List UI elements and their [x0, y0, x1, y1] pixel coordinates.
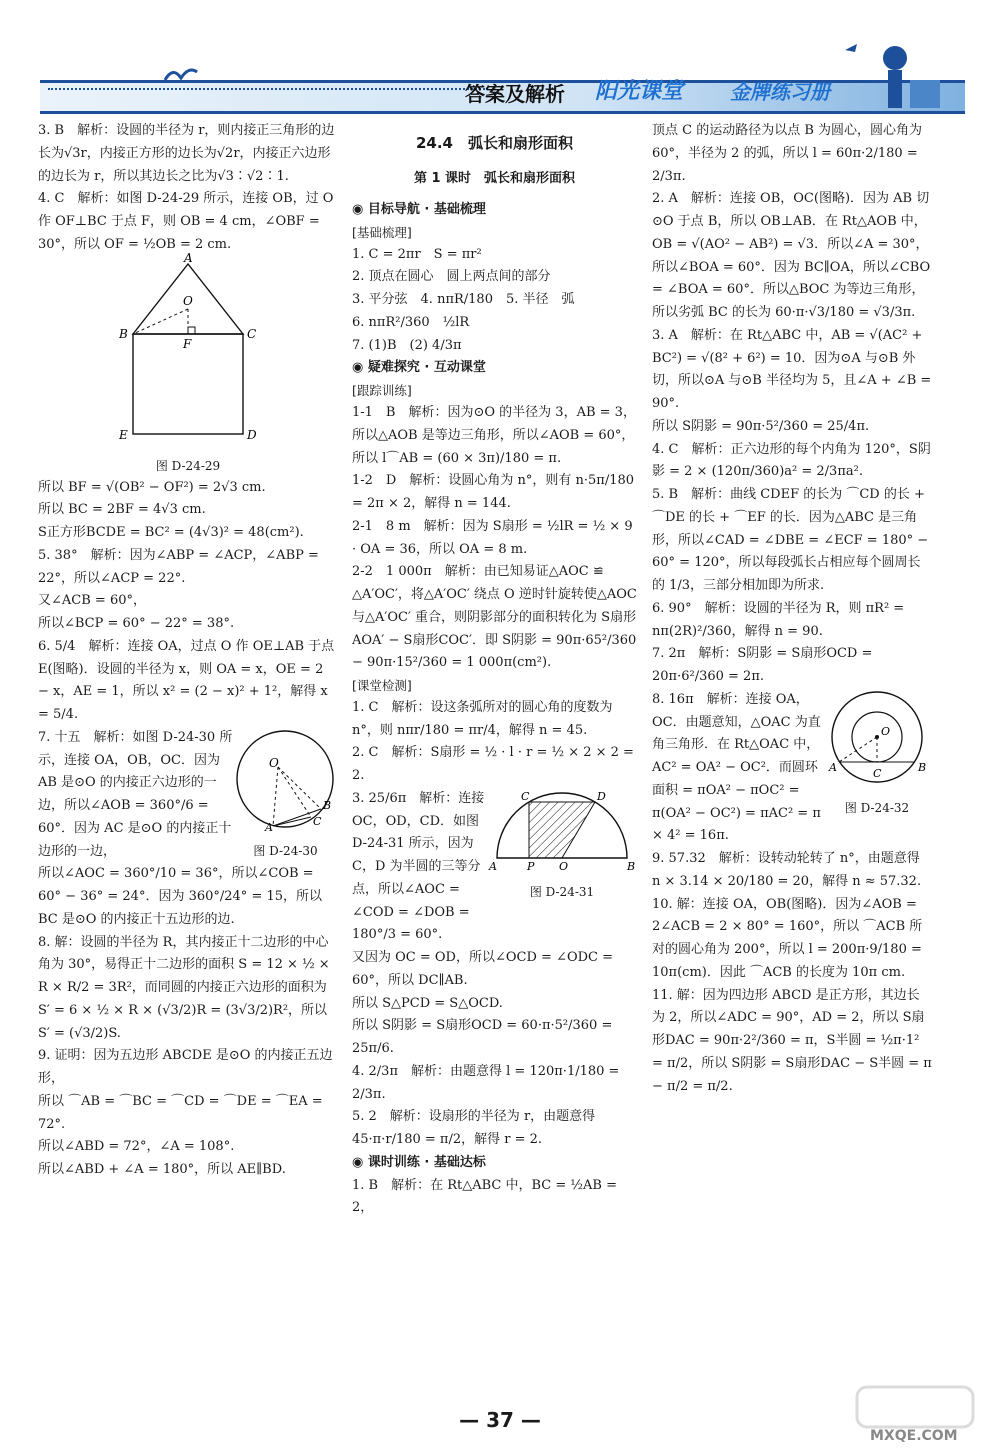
answer-item: 1-2 D 解析：设圆心角为 n°，则有 n·5π/180 = 2π × 2，解得 n = 144. — [352, 473, 635, 511]
answer-item: 4. C 解析：正六边形的每个内角为 120°，S阴影 = 2 × (120π/360)a² = 2/3πa². — [652, 441, 931, 480]
section-band-label: 疑难探究 · 互动课堂 — [367, 360, 486, 376]
subsection-label: [课堂检测] — [352, 678, 412, 693]
answer-line: 又∠ACB = 60°， — [38, 593, 146, 609]
column-right — [652, 120, 932, 1098]
label-O: O — [269, 755, 279, 770]
label-O: O — [559, 859, 569, 873]
answer-line: 7. (1)B (2) 4/3π — [352, 337, 462, 353]
section-bullet-icon: ◉ — [352, 360, 364, 376]
answer-item: 5. 2 解析：设扇形的半径为 r，由题意得 45·π·r/180 = π/2，解得 r = 2. — [352, 1109, 596, 1148]
lighthouse-decoration-icon — [850, 40, 960, 110]
page-number: — 37 — — [459, 1408, 541, 1432]
label-A: A — [489, 859, 497, 873]
subsection-label: [跟踪训练] — [352, 383, 412, 399]
label-D: D — [247, 427, 257, 442]
answer-line: 又因为 OC = OD，所以∠OCD = ∠ODC = 60°，所以 DC∥AB. — [352, 950, 613, 988]
answer-item: 2. C 解析：S扇形 = ½ · l · r = ½ × 2 × 2 = 2. — [352, 745, 634, 784]
answer-item: 6. 5/4 解析：连接 OA，过点 O 作 OE⊥AB 于点 E(图略)．设圆的半径为 x，则 OA = x，OE = 2 − x，AE = 1，所以 x² = (2 − x)² + 1²，解得 x = 5/4. — [38, 638, 335, 722]
section-band — [352, 1152, 637, 1175]
answer-item: 8. 16π 解析：连接 OA，OC．由题意知，△OAC 为直角三角形．在 Rt△OAC 中，AC² = OA² − OC²．而圆环面积 = πOA² − πOC² = π(OA² − OC²) = πAC² = π × 4² = 16π. — [652, 691, 821, 844]
answer-item: 7. 十五 解析：如图 D-24-30 所示，连接 OA，OB，OC．因为 AB 是⊙O 的内接正六边形的一边，所以∠AOB = 360°/6 = 60°．因为 AC 是⊙O 的内接正十边形的一边， — [38, 729, 233, 859]
answer-item: 10. 解：连接 OA，OB(图略)．因为∠AOB = 2∠ACB = 2 × 80° = 160°，所以 ⌒ACB 所对的圆心角为 200°，所以 l = 200π·9/180 = 10π(cm)．因此 ⌒ACB 的长度为 10π cm. — [652, 896, 923, 980]
label-D: D — [597, 789, 606, 803]
answer-item: 11. 解：因为四边形 ABCD 是正方形，其边长为 2，所以∠ADC = 90°，AD = 2，所以 S扇形DAC = 90π·2²/360 = π，S半圆 = ½π·1² = π/2，所以 S阴影 = S扇形DAC − S半圆 = π − π/2 = π/2. — [652, 987, 932, 1094]
answer-line: 所以 ⌒AB = ⌒BC = ⌒CD = ⌒DE = ⌒EA = 72°. — [38, 1093, 323, 1132]
answer-line: 所以 BF = √(OB² − OF²) = 2√3 cm. — [38, 479, 266, 495]
figure-d-24-31 — [487, 788, 637, 873]
answer-item: 2. A 解析：连接 OB，OC(图略)．因为 AB 切⊙O 于点 B，所以 OB⊥AB．在 Rt△AOB 中，OB = √(AO² − AB²) = √3．所以∠A = 30°，所以∠BOA = 60°．因为 BC∥OA，所以∠CBO = ∠BOA = 60°．所以△BOC 为等边三角形，所以劣弧 BC 的长为 60·π·√3/180 = √3/3π. — [652, 191, 931, 320]
answer-line: 所以 BC = 2BF = 4√3 cm. — [38, 502, 206, 518]
label-B: B — [119, 326, 128, 341]
answer-line: 所以 S△PCD = S△OCD. — [352, 995, 503, 1011]
answer-item: 9. 57.32 解析：设转动轮转了 n°，由题意得 n × 3.14 × 20/180 = 20，解得 n ≈ 57.32. — [652, 851, 922, 889]
label-P: P — [527, 859, 535, 873]
section-band — [352, 199, 637, 222]
header-title-series: 金牌练习册 — [730, 80, 830, 104]
answer-item: 1. C 解析：设这条弧所对的圆心角的度数为 n°，则 nπr/180 = πr/4，解得 n = 45. — [352, 699, 613, 738]
label-B: B — [323, 798, 332, 812]
answer-item: 1. B 解析：在 Rt△ABC 中，BC = ½AB = 2， — [352, 1177, 617, 1216]
label-C: C — [313, 814, 322, 828]
label-O: O — [183, 293, 193, 308]
answer-item: 8. 解：设圆的半径为 R，其内接正十二边形的中心角为 30°，易得正十二边形的面积 S = 12 × ½ × R × R/2 = 3R²，而同圆的内接正六边形的面积为 S′ = 6 × ½ × R × (√3/2)R = (3√3/2)R²，所以 S′ = (√3/2)S. — [38, 934, 330, 1041]
answer-line: 所以 S阴影 = S扇形OCD = 60·π·5²/360 = 25π/6. — [352, 1018, 613, 1057]
answer-item: 5. 38° 解析：因为∠ABP = ∠ACP，∠ABP = 22°，所以∠ACP = 22°. — [38, 547, 319, 586]
header-title-brand: 阳光课堂 — [595, 79, 684, 104]
label-A: A — [829, 760, 837, 774]
header-dotted-line — [48, 88, 488, 90]
header-title-answers: 答案及解析 — [465, 82, 565, 106]
answer-item: 9. 证明：因为五边形 ABCDE 是⊙O 的内接正五边形， — [38, 1048, 333, 1086]
section-band-label: 课时训练 · 基础达标 — [367, 1154, 486, 1170]
answer-line: 1. C = 2πr S = πr² — [352, 246, 482, 262]
label-O: O — [881, 724, 891, 738]
label-F: F — [183, 336, 192, 351]
label-A: A — [184, 250, 193, 265]
lesson-title: 第 1 课时 弧长和扇形面积 — [413, 171, 576, 187]
page-header — [40, 60, 965, 115]
answer-line: 所以 S阴影 = 90π·5²/360 = 25/4π. — [652, 418, 870, 434]
answer-line: 所以∠ABD = 72°，∠A = 108°. — [38, 1139, 235, 1155]
answer-line: 3. 平分弦 4. nπR/180 5. 半径 弧 — [352, 292, 575, 308]
figure-caption: 图 D-24-29 — [155, 458, 221, 473]
answer-line: 所以∠ABD + ∠A = 180°，所以 AE∥BD. — [38, 1162, 286, 1177]
section-bullet-icon: ◉ — [352, 202, 364, 217]
label-A: A — [265, 820, 273, 834]
answer-item: 6. 90° 解析：设圆的半径为 R，则 πR² = nπ(2R)²/360，解得 n = 90. — [652, 600, 905, 639]
answer-item: 4. 2/3π 解析：由题意得 l = 120π·1/180 = 2/3π. — [352, 1063, 620, 1102]
answer-item: 5. B 解析：曲线 CDEF 的长为 ⌒CD 的长 + ⌒DE 的长 + ⌒EF 的长．因为△ABC 是三角形，所以∠CAD = ∠DBE = ∠ECF = 180° − 60° = 120°，所以每段弧长占相应每个圆周长的 1/3，三部分相加即为所求. — [652, 487, 929, 593]
section-band — [352, 357, 637, 380]
answer-item: 2-1 8 m 解析：因为 S扇形 = ½lR = ½ × 9 · OA = 36，所以 OA = 8 m. — [352, 518, 633, 557]
figure-caption: 图 D-24-32 — [844, 800, 910, 815]
section-title: 24.4 弧长和扇形面积 — [415, 134, 573, 152]
answer-line: 2. 顶点在圆心 圆上两点间的部分 — [352, 269, 551, 285]
answer-line: 所以∠AOC = 360°/10 = 36°，所以∠COB = 60° − 36° = 24°．因为 360°/24° = 15，所以 BC 是⊙O 的内接正十五边形的边. — [38, 866, 323, 927]
answer-line: S正方形BCDE = BC² = (4√3)² = 48(cm²). — [38, 525, 304, 540]
section-band-label: 目标导航 · 基础梳理 — [367, 202, 486, 217]
answer-item: 3. A 解析：在 Rt△ABC 中，AB = √(AC² + BC²) = √(8² + 6²) = 10．因为⊙A 与⊙B 外切，所以⊙A 与⊙B 半径均为 5，且∠A + ∠B = 90°. — [652, 327, 932, 411]
answer-line: 6. nπR²/360 ½lR — [352, 314, 470, 330]
figure-d-24-30 — [233, 727, 338, 832]
label-B: B — [627, 859, 636, 873]
answer-item: 4. C 解析：如图 D-24-29 所示，连接 OB，过 O 作 OF⊥BC 于点 F，则 OB = 4 cm，∠OBF = 30°，所以 OF = ½OB = 2 cm. — [38, 191, 334, 252]
answer-line: 所以∠BCP = 60° − 22° = 38°. — [38, 616, 235, 631]
label-C: C — [873, 766, 882, 780]
answer-line: 顶点 C 的运动路径为以点 B 为圆心，圆心角为 60°，半径为 2 的弧，所以 l = 60π·2/180 = 2/3π. — [652, 123, 923, 184]
subsection-label: [基础梳理] — [352, 224, 412, 240]
answer-item: 7. 2π 解析：S阴影 = S扇形OCD = 20π·6²/360 = 2π. — [652, 646, 873, 684]
watermark-text: MXQE.COM — [870, 1428, 958, 1444]
label-E: E — [119, 427, 128, 442]
answer-item: 1-1 B 解析：因为⊙O 的半径为 3，AB = 3，所以△AOB 是等边三角形，所以∠AOB = 60°，所以 l⌒AB = (60 × 3π)/180 = π. — [352, 405, 636, 466]
answer-item: 2-2 1 000π 解析：由已知易证△AOC ≌ △A′OC′，将△A′OC′ 绕点 O 逆时针旋转使△AOC 与△A′OC′ 重合，则阴影部分的面积转化为 S扇形AOA′ − S扇形COC′．即 S阴影 = 90π·65²/360 − 90π·15²/360 = 1 000π(cm²). — [352, 564, 637, 671]
figure-d-24-32 — [822, 689, 932, 789]
column-middle — [352, 120, 637, 1220]
label-B: B — [918, 760, 927, 774]
column-left — [38, 120, 338, 1182]
figure-d-24-29 — [113, 250, 263, 454]
label-C: C — [521, 789, 530, 803]
label-C: C — [247, 326, 257, 341]
answer-item: 3. B 解析：设圆的半径为 r，则内接正三角形的边长为√3r，内接正方形的边长为√2r，内接正六边形的边长为 r，所以其边长之比为√3∶√2∶1. — [38, 123, 335, 184]
answer-item: 3. 25/6π 解析：连接 OC，OD，CD．如图 D-24-31 所示，因为 C，D 为半圆的三等分点，所以∠AOC = ∠COD = ∠DOB = 180°/3 = 60°. — [352, 790, 485, 943]
section-bullet-icon: ◉ — [352, 1154, 364, 1170]
figure-caption: 图 D-24-30 — [253, 843, 318, 858]
figure-caption: 图 D-24-31 — [529, 884, 595, 899]
